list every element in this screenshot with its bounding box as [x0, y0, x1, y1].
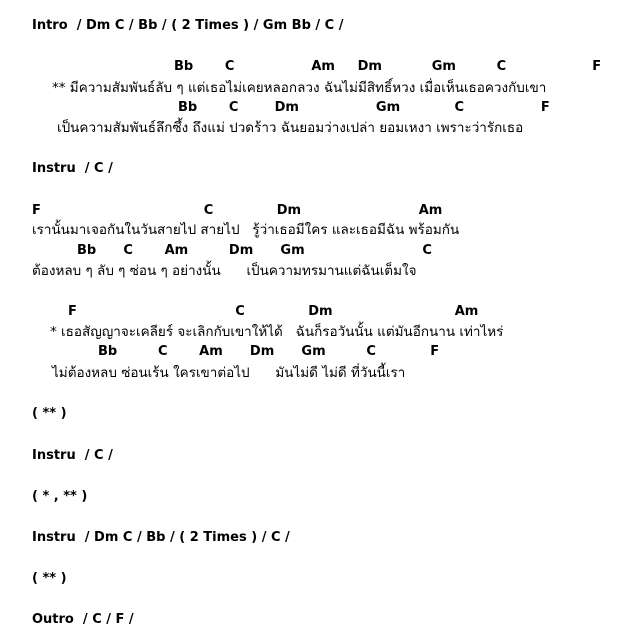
outro-line: Outro / C / F / — [32, 612, 134, 627]
chord-line-3: F C Dm Am — [32, 203, 443, 218]
chord-line-5: F C Dm Am — [68, 304, 479, 319]
repeat-verse-chorus: ( * , ** ) — [32, 489, 88, 504]
chord-line-6: Bb C Am Dm Gm C F — [98, 344, 440, 359]
repeat-chorus-2: ( ** ) — [32, 571, 67, 586]
instru-line-3: Instru / Dm C / Bb / ( 2 Times ) / C / — [32, 530, 290, 545]
chord-line-1: Bb C Am Dm Gm C F — [174, 59, 602, 74]
instru-line-2: Instru / C / — [32, 448, 113, 463]
lyric-line-1: ** มีความสัมพันธ์ลับ ๆ แต่เธอไม่เคยหลอกลวง ฉันไม่มีสิทธิ์หวง เมื่อเห็นเธอควงกับเขา — [52, 80, 547, 96]
intro-line: Intro / Dm C / Bb / ( 2 Times ) / Gm Bb / C / — [32, 18, 344, 33]
instru-line-1: Instru / C / — [32, 161, 113, 176]
lyric-line-4: ต้องหลบ ๆ ลับ ๆ ซ่อน ๆ อย่างนั้น เป็นความทรมานแต่ฉันเต็มใจ — [32, 263, 417, 279]
lyric-line-3: เรานั้นมาเจอกันในวันสายไป สายไป รู้ว่าเธอมีใคร และเธอมีฉัน พร้อมกัน — [32, 222, 460, 238]
lyric-line-5: * เธอสัญญาจะเคลียร์ จะเลิกกับเขาให้ได้ ฉันก็รอวันนั้น แต่มันอีกนาน เท่าไหร่ — [50, 324, 504, 340]
chord-line-4: Bb C Am Dm Gm C — [77, 243, 432, 258]
repeat-chorus-1: ( ** ) — [32, 406, 67, 421]
chord-line-2: Bb C Dm Gm C F — [178, 100, 550, 115]
lyric-line-2: เป็นความสัมพันธ์ลึกซึ้ง ถึงแม่ ปวดร้าว ฉันยอมว่างเปล่า ยอมเหงา เพราะว่ารักเธอ — [57, 120, 524, 136]
lyric-line-6: ไม่ต้องหลบ ซ่อนเร้น ใครเขาต่อไป มันไม่ดี ไม่ดี ที่วันนี้เรา — [52, 365, 406, 381]
